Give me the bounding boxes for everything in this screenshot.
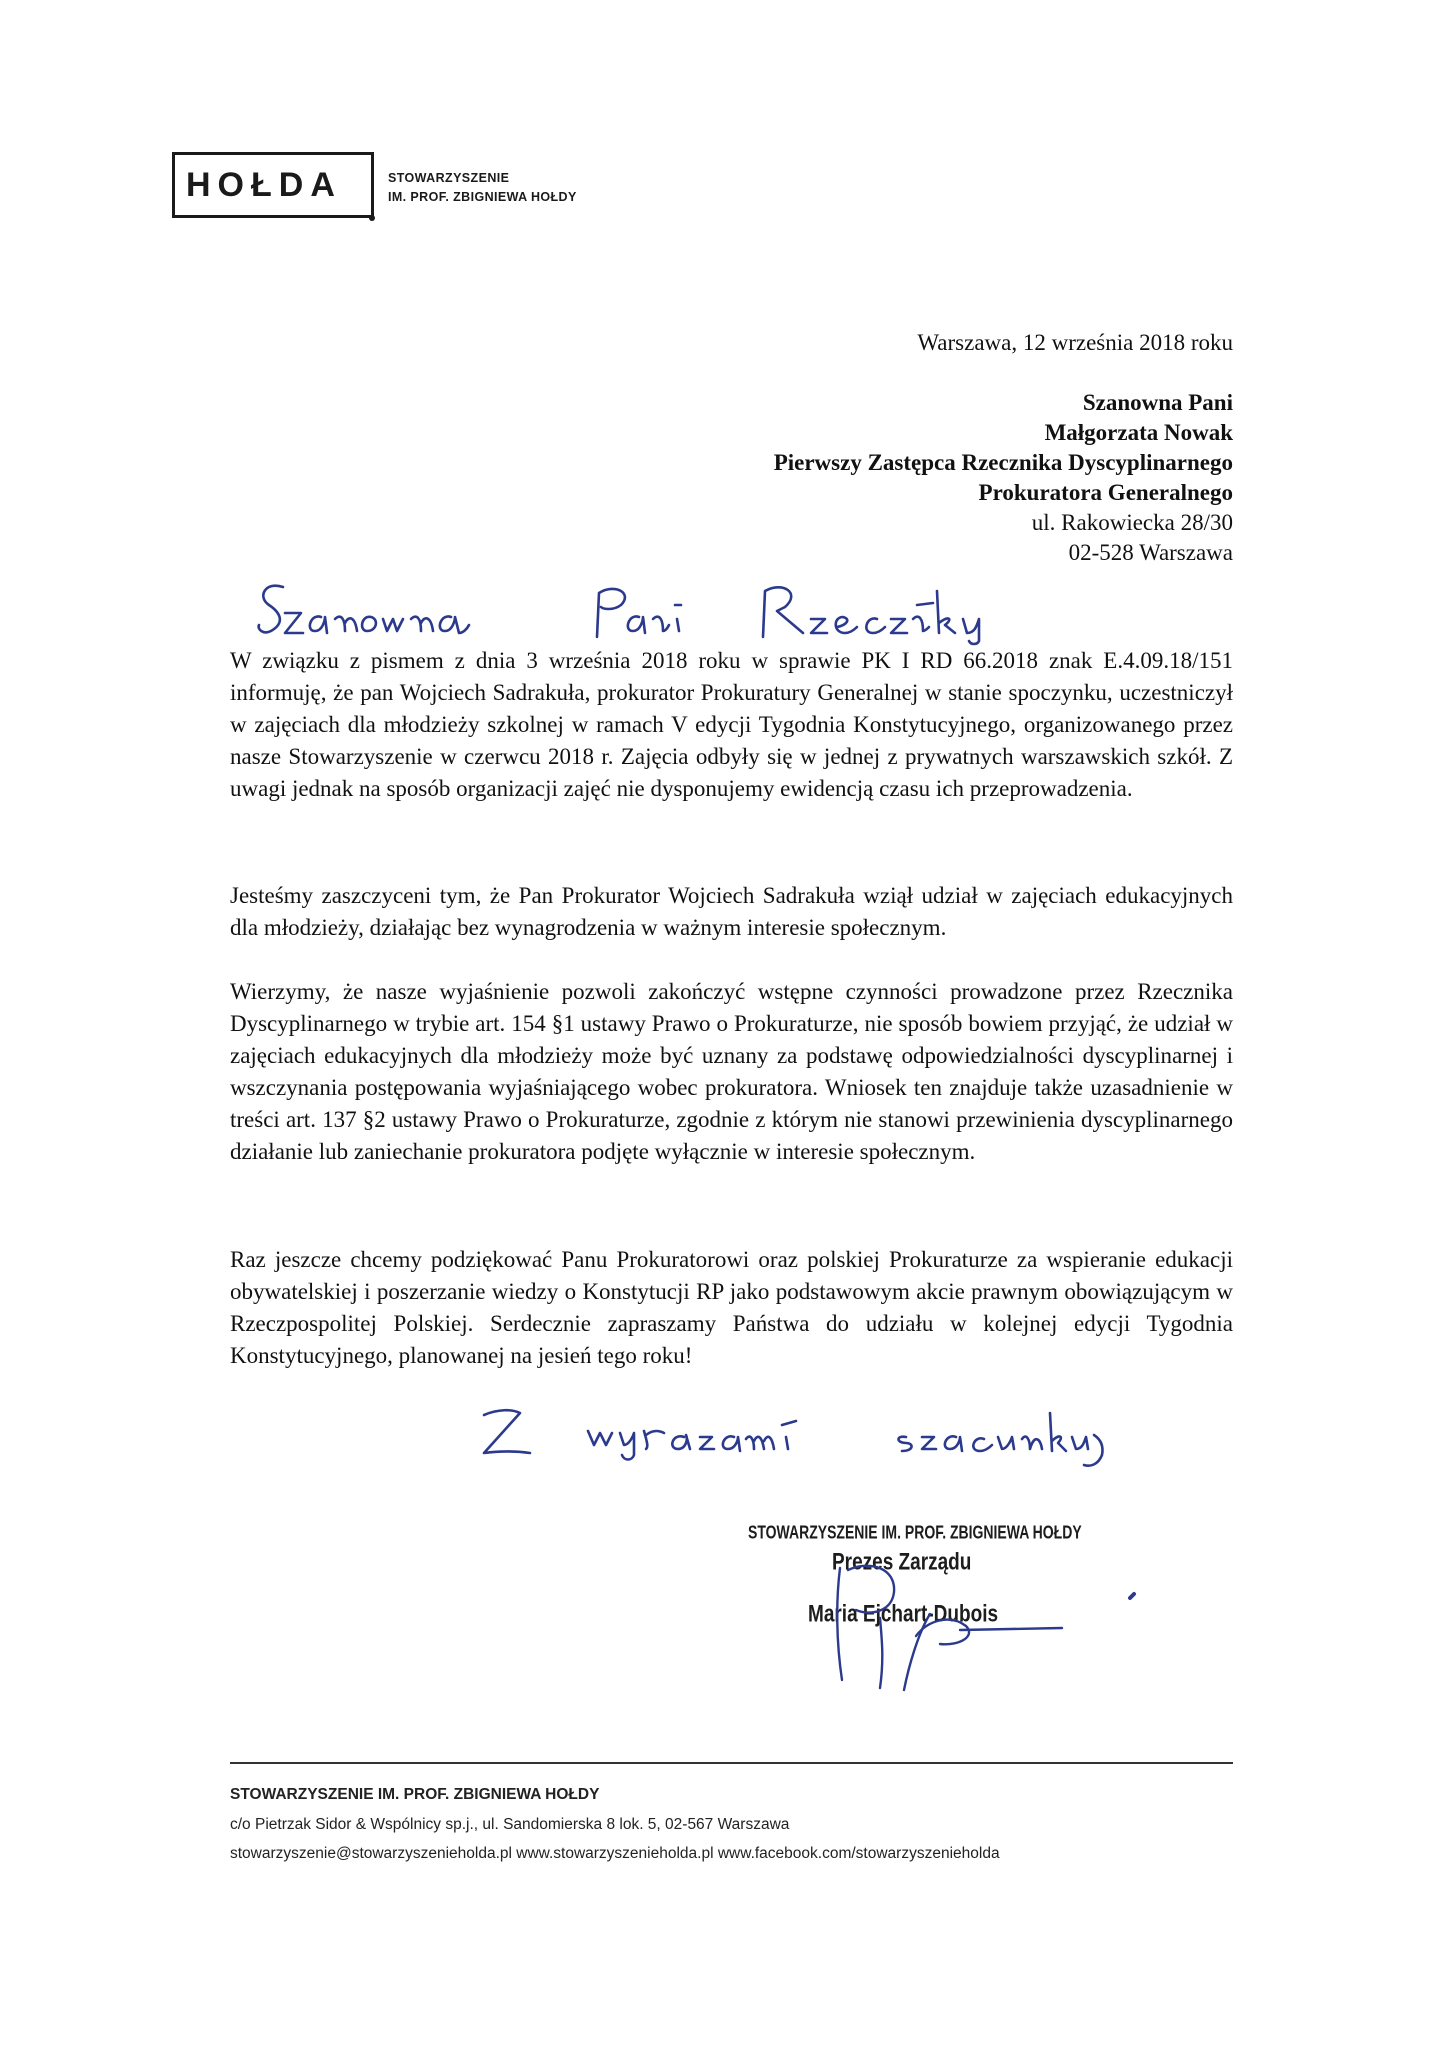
body-paragraph-4: Raz jeszcze chcemy podziękować Panu Prokuratorowi oraz polskiej Prokuraturze za wspieranie edukacji obywatelskiej i poszerzanie wiedzy o Konstytucji RP jako podstawowym akcie prawnym obowiązującym w Rzeczpospolitej Polskiej. Serdecznie zapraszamy Państwa do udziału w kolejnej edycji Tygodnia Konstytucyjnego, planowanej na jesień tego roku! <box>230 1247 1233 1368</box>
date-line: Warszawa, 12 września 2018 roku <box>917 330 1233 355</box>
recipient-name: Małgorzata Nowak <box>1044 420 1233 445</box>
recipient-city: 02-528 Warszawa <box>1068 540 1233 565</box>
body-paragraph-3: Wierzymy, że nasze wyjaśnienie pozwoli zakończyć wstępne czynności prowadzone przez Rzecznika Dyscyplinarnego w trybie art. 154 §1 ustawy Prawo o Prokuraturze, nie sposób bowiem przyjąć, że udział w zajęciach edukacyjnych dla młodzieży może być uznany za podstawę odpowiedzialności dyscyplinarnej i wszczynania postępowania wyjaśniającego wobec prokuratora. Wniosek ten znajduje także uzasadnienie w treści art. 137 §2 ustawy Prawo o Prokuraturze, zgodnie z którym nie stanowi przewinienia dyscyplinarnego działanie lub zaniechanie prokuratora podjęte wyłącznie w interesie społecznym. <box>230 979 1233 1164</box>
signature <box>800 1540 1140 1700</box>
stamp-role: Prezes Zarządu <box>832 1549 972 1576</box>
handwritten-greeting <box>255 575 995 645</box>
recipient-title-line1: Pierwszy Zastępca Rzecznika Dyscyplinarnego <box>773 450 1233 475</box>
logo-subtitle-line1: STOWARZYSZENIE <box>388 171 510 185</box>
handwritten-closing <box>478 1395 1198 1475</box>
recipient-street: ul. Rakowiecka 28/30 <box>1031 510 1233 535</box>
stamp-organization: STOWARZYSZENIE IM. PROF. ZBIGNIEWA HOŁDY <box>748 1521 1082 1543</box>
body-paragraph-1: W związku z pismem z dnia 3 września 2018 roku w sprawie PK I RD 66.2018 znak E.4.09.18/151 informuję, że pan Wojciech Sadrakuła, prokurator Prokuratury Generalnej w stanie spoczynku, uczestniczył w zajęciach dla młodzieży szkolnej w ramach V edycji Tygodnia Konstytucyjnego, organizowanego przez nasze Stowarzyszenie w czerwcu 2018 r. Zajęcia odbyły się w jednej z prywatnych warszawskich szkół. Z uwagi jednak na sposób organizacji zajęć nie dysponujemy ewidencją czasu ich przeprowadzenia. <box>230 648 1233 801</box>
logo-subtitle-line2: IM. PROF. ZBIGNIEWA HOŁDY <box>388 190 577 204</box>
footer-contacts: stowarzyszenie@stowarzyszenieholda.pl www.stowarzyszenieholda.pl www.facebook.com/stowarzyszenieholda <box>230 1845 1000 1862</box>
footer-address: c/o Pietrzak Sidor & Wspólnicy sp.j., ul. Sandomierska 8 lok. 5, 02-567 Warszawa <box>230 1816 790 1833</box>
logo-dot <box>369 215 375 221</box>
body-paragraph-2: Jesteśmy zaszczyceni tym, że Pan Prokurator Wojciech Sadrakuła wziął udział w zajęciach edukacyjnych dla młodzieży, działając bez wynagrodzenia w ważnym interesie społecznym. <box>230 883 1233 940</box>
stamp-name: Maria Ejchart-Dubois <box>808 1601 999 1628</box>
footer-organization: STOWARZYSZENIE IM. PROF. ZBIGNIEWA HOŁDY <box>230 1786 600 1803</box>
footer-rule <box>230 1762 1233 1764</box>
recipient-salutation: Szanowna Pani <box>1082 390 1233 415</box>
recipient-title-line2: Prokuratora Generalnego <box>978 480 1233 505</box>
logo-wordmark: HOŁDA <box>186 166 342 204</box>
